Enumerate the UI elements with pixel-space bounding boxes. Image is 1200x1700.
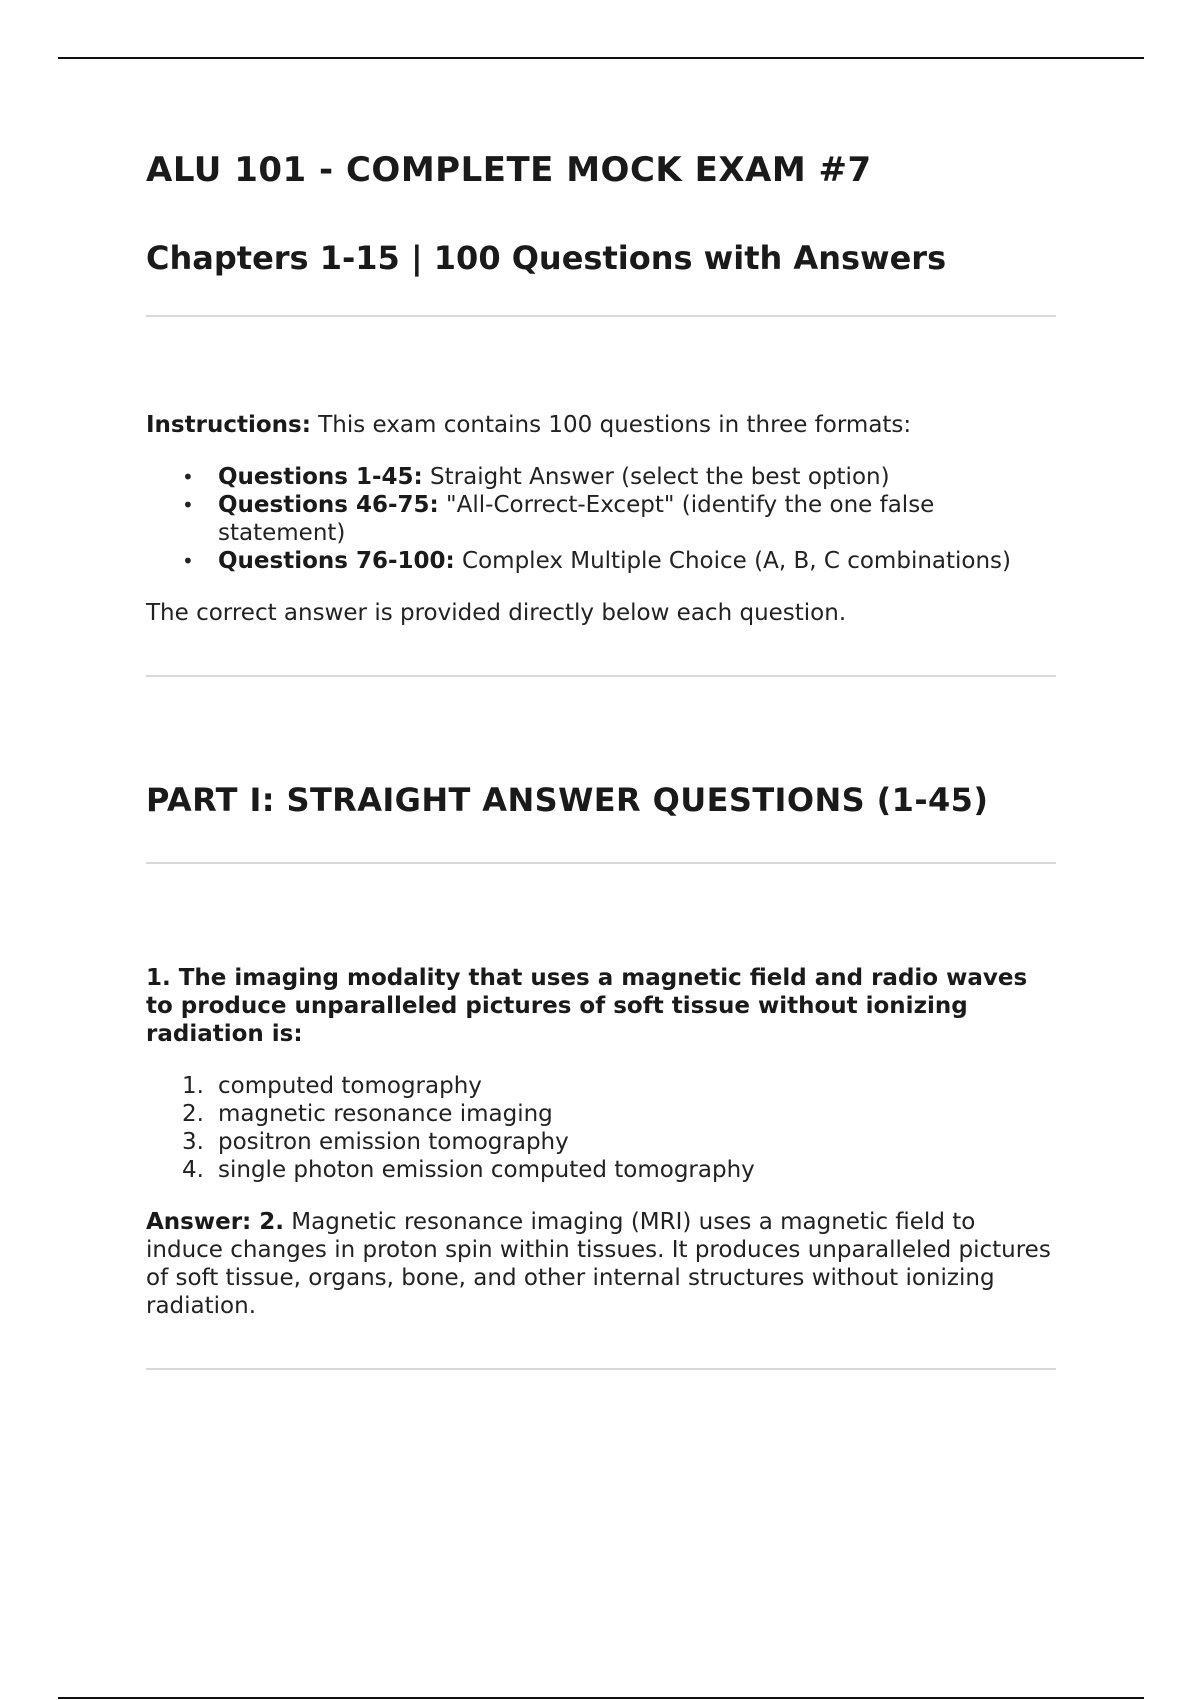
page-top-rule — [58, 57, 1144, 59]
format-label: Questions 1-45: — [218, 464, 423, 491]
page-bottom-rule — [58, 1697, 1144, 1699]
instructions-paragraph — [146, 411, 1056, 439]
list-item — [218, 463, 1056, 491]
section-divider — [146, 1368, 1056, 1370]
instructions-text: This exam contains 100 questions in three formats: — [310, 412, 912, 439]
format-label: Questions 76-100: — [218, 548, 455, 575]
format-text: Straight Answer (select the best option) — [422, 464, 890, 491]
option-number: 3. — [182, 1128, 204, 1155]
answer-paragraph — [146, 1208, 1056, 1320]
instructions-label: Instructions: — [146, 412, 311, 439]
answer-note: The correct answer is provided directly below each question. — [146, 600, 847, 627]
answer-option — [182, 1156, 1056, 1184]
document-body — [146, 150, 1056, 1370]
answer-option — [182, 1072, 1056, 1100]
list-item — [218, 491, 1056, 547]
option-number: 2. — [182, 1100, 204, 1127]
format-text: Complex Multiple Choice (A, B, C combinations) — [454, 548, 1012, 575]
answer-label: Answer: 2. — [146, 1208, 284, 1235]
section-divider — [146, 675, 1056, 677]
answer-explanation: Magnetic resonance imaging (MRI) uses a magnetic field to induce changes in proton spin within tissues. It produces unparalleled pictures of soft tissue, organs, bone, and other internal structures without ionizing radiation. — [146, 1208, 1051, 1319]
option-text: computed tomography — [218, 1072, 482, 1099]
page-subtitle: Chapters 1-15 | 100 Questions with Answers — [146, 238, 947, 277]
answer-option — [182, 1100, 1056, 1128]
option-number: 4. — [182, 1156, 204, 1183]
section-divider — [146, 315, 1056, 317]
page-title: ALU 101 - COMPLETE MOCK EXAM #7 — [146, 150, 872, 190]
question-formats-list — [146, 463, 1056, 575]
section-divider — [146, 862, 1056, 864]
answer-options-list — [146, 1072, 1056, 1184]
option-number: 1. — [182, 1072, 204, 1099]
option-text: single photon emission computed tomography — [218, 1156, 755, 1183]
format-text: "All-Correct-Except" (identify the one false statement) — [218, 492, 935, 547]
answer-option — [182, 1128, 1056, 1156]
option-text: positron emission tomography — [218, 1128, 569, 1155]
option-text: magnetic resonance imaging — [218, 1100, 553, 1127]
question-text: 1. The imaging modality that uses a magnetic field and radio waves to produce unparalleled pictures of soft tissue without ionizing radiation is: — [146, 964, 1028, 1047]
part-heading: PART I: STRAIGHT ANSWER QUESTIONS (1-45) — [146, 781, 989, 820]
list-item — [218, 547, 1056, 575]
format-label: Questions 46-75: — [218, 492, 439, 519]
